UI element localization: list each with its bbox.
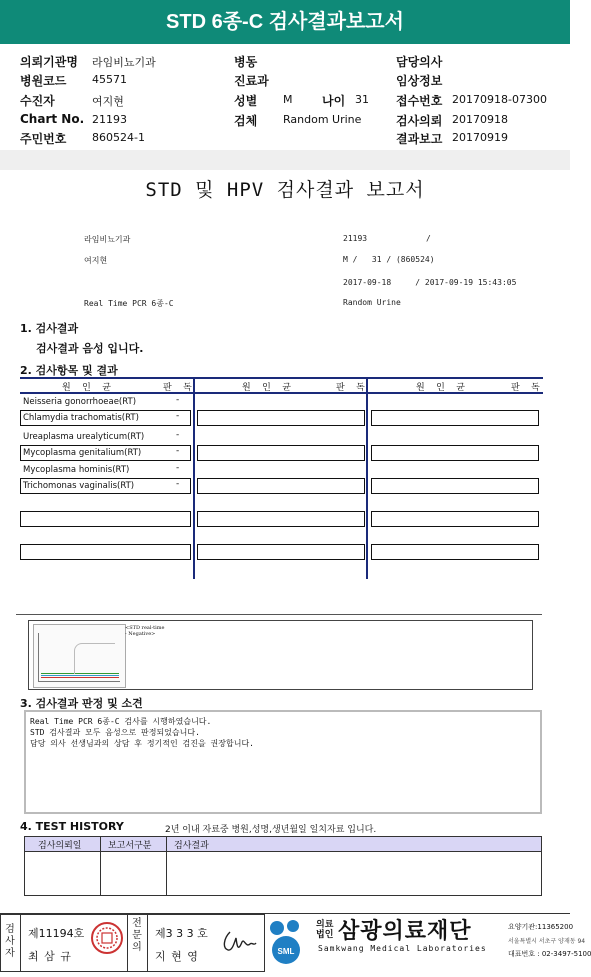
organism-result: - bbox=[176, 411, 180, 421]
summary-patient: 여지현 bbox=[84, 256, 108, 265]
result-row-box bbox=[371, 544, 539, 560]
label-hospital-code: 병원코드 bbox=[20, 74, 67, 88]
label-resident-no: 주민번호 bbox=[20, 132, 67, 146]
result-row-box bbox=[197, 478, 365, 494]
result-row-box bbox=[197, 410, 365, 426]
logo-prefix-2: 법인 bbox=[316, 930, 334, 940]
summary-test-name: Real Time PCR 6종-C bbox=[84, 299, 174, 308]
specialist-label: 전문의 bbox=[132, 918, 142, 953]
section2-heading: 2. 검사항목 및 결과 bbox=[20, 364, 118, 377]
label-receipt-no: 접수번호 bbox=[396, 94, 443, 108]
organism-result: - bbox=[176, 395, 180, 405]
report-header-title: STD 6종-C 검사결과보고서 bbox=[166, 11, 404, 33]
organism-result: - bbox=[176, 446, 180, 456]
logo-prefix-1: 의료 bbox=[316, 920, 334, 930]
organism-name: Neisseria gonorrhoeae(RT) bbox=[23, 397, 137, 407]
label-clinical-info: 임상정보 bbox=[396, 74, 443, 88]
opinion-line: STD 검사결과 모두 음성으로 판정되었습니다. bbox=[30, 728, 200, 737]
result-row-box bbox=[197, 544, 365, 560]
organism-name: Trichomonas vaginalis(RT) bbox=[23, 481, 135, 491]
result-row-box bbox=[371, 478, 539, 494]
graph-x-axis bbox=[38, 681, 120, 682]
section4-heading: 4. TEST HISTORY bbox=[20, 820, 124, 833]
label-institution: 의뢰기관명 bbox=[20, 55, 78, 69]
section1-heading: 1. 검사결과 bbox=[20, 322, 79, 335]
contact-institution-code: 요양기관:11365200 bbox=[508, 923, 574, 931]
summary-sex-age: M / 31 / (860524) bbox=[343, 255, 435, 264]
opinion-line: 담당 의사 선생님과의 상담 후 정기적인 검진을 권장합니다. bbox=[30, 739, 255, 748]
examiner-license-no: 제11194호 bbox=[28, 927, 85, 940]
history-col-result: 검사결과 bbox=[174, 841, 209, 851]
organism-result: - bbox=[176, 479, 180, 489]
results-col-divider-2 bbox=[366, 377, 368, 579]
result-row-box bbox=[20, 544, 191, 560]
result-row-box bbox=[197, 511, 365, 527]
col-judgement-1: 판 독 bbox=[163, 383, 195, 393]
section-separator bbox=[16, 614, 542, 615]
label-sex: 성별 bbox=[234, 94, 258, 108]
summary-clinic: 라임비뇨기과 bbox=[84, 235, 131, 244]
signature-divider bbox=[20, 914, 21, 972]
result-row-box bbox=[20, 511, 191, 527]
label-patient: 수진자 bbox=[20, 94, 55, 108]
history-col-divider bbox=[100, 837, 101, 895]
col-organism-1: 원 인 균 bbox=[62, 383, 114, 393]
logo-org-english: Samkwang Medical Laboratories bbox=[318, 944, 487, 953]
value-reported: 20170919 bbox=[452, 131, 508, 144]
result-row-box bbox=[197, 445, 365, 461]
signature-divider bbox=[147, 914, 148, 972]
value-requested: 20170918 bbox=[452, 113, 508, 126]
thumbnail-caption-line2: - Negative> bbox=[125, 631, 156, 637]
value-specimen: Random Urine bbox=[283, 113, 362, 126]
graph-curve-gray bbox=[74, 643, 115, 674]
result-row-box bbox=[371, 445, 539, 461]
logo-org-name: 삼광의료재단 bbox=[338, 919, 472, 944]
value-sex: M bbox=[283, 93, 293, 106]
contact-phone: 대표번호 : 02-3497-5100 bbox=[508, 950, 591, 958]
history-col-date: 검사의뢰일 bbox=[38, 841, 82, 851]
value-hospital-code: 45571 bbox=[92, 73, 127, 86]
summary-dates: 2017-09-18 / 2017-09-19 15:43:05 bbox=[343, 278, 517, 287]
sml-logo-text: SML bbox=[277, 947, 295, 956]
examiner-name: 최 삼 규 bbox=[28, 950, 72, 963]
history-note: 2년 이내 자료중 병원,성명,생년월일 일치자료 입니다. bbox=[165, 825, 377, 835]
contact-address: 서울특별시 서초구 양재동 94 bbox=[508, 938, 586, 945]
label-ward: 병동 bbox=[234, 55, 258, 69]
label-department: 진료과 bbox=[234, 74, 269, 88]
label-chart-no: Chart No. bbox=[20, 112, 85, 126]
label-doctor: 담당의사 bbox=[396, 55, 443, 69]
label-requested: 검사의뢰 bbox=[396, 114, 443, 128]
organism-name: Ureaplasma urealyticum(RT) bbox=[23, 432, 145, 442]
examiner-label: 검사자 bbox=[5, 924, 15, 959]
section3-heading: 3. 검사결과 판정 및 소견 bbox=[20, 697, 143, 710]
summary-chart-no: 21193 bbox=[343, 234, 368, 243]
label-reported: 결과보고 bbox=[396, 132, 443, 146]
sml-logo-icon bbox=[267, 916, 305, 966]
organism-result: - bbox=[176, 430, 180, 440]
label-age: 나이 bbox=[322, 94, 346, 108]
col-organism-3: 원 인 균 bbox=[416, 383, 468, 393]
value-age: 31 bbox=[355, 93, 369, 106]
history-col-type: 보고서구분 bbox=[108, 841, 152, 851]
summary-slash: / bbox=[426, 234, 431, 243]
label-specimen: 검체 bbox=[234, 114, 258, 128]
thumbnail-caption-line1: <STD real-time bbox=[125, 625, 165, 631]
graph-curve-blue bbox=[41, 675, 119, 676]
graph-curve-red bbox=[41, 677, 119, 678]
history-col-divider bbox=[166, 837, 167, 895]
value-institution: 라임비뇨기과 bbox=[92, 56, 156, 69]
col-organism-2: 원 인 균 bbox=[242, 383, 294, 393]
section1-result: 검사결과 음성 입니다. bbox=[36, 342, 144, 355]
pcr-graph-panel bbox=[28, 620, 533, 690]
organism-name: Mycoplasma hominis(RT) bbox=[23, 465, 130, 475]
value-patient: 여지현 bbox=[92, 95, 124, 108]
divider-band bbox=[0, 150, 570, 170]
organism-result: - bbox=[176, 463, 180, 473]
col-judgement-2: 판 독 bbox=[336, 383, 368, 393]
value-resident-no: 860524-1 bbox=[92, 131, 145, 144]
col-judgement-3: 판 독 bbox=[511, 383, 543, 393]
results-col-divider-1 bbox=[193, 377, 195, 579]
result-row-box bbox=[371, 511, 539, 527]
summary-specimen: Random Urine bbox=[343, 298, 401, 307]
specialist-name: 지 현 영 bbox=[155, 950, 199, 963]
organism-name: Chlamydia trachomatis(RT) bbox=[23, 413, 139, 423]
logo-prefix bbox=[316, 920, 333, 940]
pcr-graph-thumbnail bbox=[33, 624, 126, 688]
history-table-head bbox=[25, 837, 541, 852]
opinion-line: Real Time PCR 6종-C 검사를 시행하였습니다. bbox=[30, 717, 212, 726]
result-row-box bbox=[371, 410, 539, 426]
specialist-license-no: 제3 3 3 호 bbox=[155, 927, 208, 940]
specialist-signature-icon bbox=[220, 928, 258, 956]
value-chart-no: 21193 bbox=[92, 113, 127, 126]
value-receipt-no: 20170918-07300 bbox=[452, 93, 547, 106]
graph-y-axis bbox=[38, 633, 39, 681]
examiner-seal-icon bbox=[90, 921, 124, 955]
thumbnail-caption bbox=[125, 625, 164, 637]
organism-name: Mycoplasma genitalium(RT) bbox=[23, 448, 142, 458]
signature-divider bbox=[127, 914, 128, 972]
results-table-top-rule bbox=[20, 377, 543, 379]
document-title: STD 및 HPV 검사결과 보고서 bbox=[145, 179, 425, 201]
